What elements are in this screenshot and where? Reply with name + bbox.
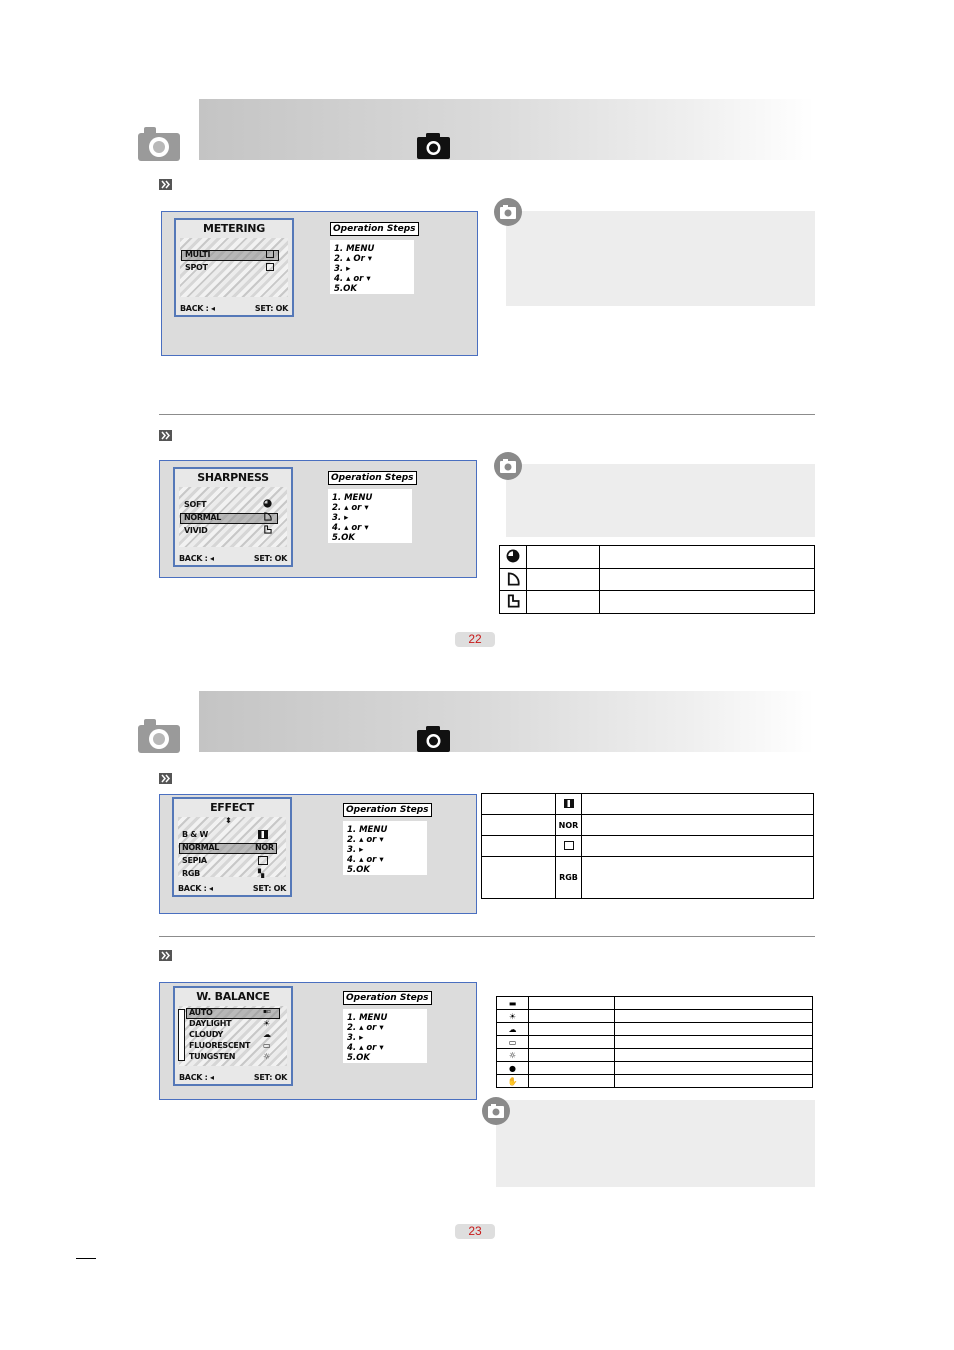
wb-fluorescent-icon: ▭ xyxy=(263,1041,271,1050)
sharpness-normal-icon xyxy=(506,572,520,586)
step-5: 5.OK xyxy=(332,533,355,543)
wb-daylight-icon: ☀ xyxy=(263,1019,270,1028)
lcd-title: SHARPNESS xyxy=(197,471,269,484)
lcd-set-label: SET: OK xyxy=(254,304,288,313)
wbalance-operation-steps xyxy=(343,987,427,1063)
banner-camera-icon xyxy=(417,726,450,752)
lcd-item-normal: NORMAL xyxy=(184,513,222,522)
sharpness-vivid-icon xyxy=(263,525,272,534)
table-cell-icon xyxy=(556,794,582,815)
step-3: 3. ▸ xyxy=(334,264,351,274)
bw-effect-icon xyxy=(564,799,574,808)
section-chevron-icon xyxy=(159,430,172,441)
wb-daylight-icon: ☀ xyxy=(497,1010,529,1023)
normal-effect-icon: NOR xyxy=(556,815,582,836)
lcd-set-label: SET: OK xyxy=(252,884,286,893)
wb-scrollbar xyxy=(178,1009,185,1061)
steps-title: Operation Steps xyxy=(343,803,432,817)
wb-manual-icon: ✋ xyxy=(497,1075,529,1088)
lcd-title: W. BALANCE xyxy=(196,990,270,1003)
step-1: 1. MENU xyxy=(334,244,375,254)
step-3: 3. ▸ xyxy=(347,845,364,855)
lcd-item-rgb: RGB xyxy=(182,869,200,878)
lcd-set-label: SET: OK xyxy=(253,554,287,563)
step-2: 2. ▴ Or ▾ xyxy=(334,254,372,264)
wb-tungsten-icon: ☼ xyxy=(263,1052,270,1061)
scroll-updown-icon: ⬍ xyxy=(225,816,232,825)
lcd-title: EFFECT xyxy=(210,801,254,814)
lcd-back-label: BACK : ◂ xyxy=(180,304,215,313)
banner-camera-icon xyxy=(417,133,450,159)
multi-metering-icon xyxy=(266,250,274,258)
section-chevron-icon xyxy=(159,950,172,961)
rgb-effect-icon: RGB xyxy=(556,857,582,899)
lcd-back-label: BACK : ◂ xyxy=(178,884,213,893)
step-3: 3. ▸ xyxy=(332,513,349,523)
table-cell-icon xyxy=(500,591,527,614)
effect-operation-steps xyxy=(343,799,427,875)
note-camera-icon xyxy=(482,1097,510,1125)
lcd-item-normal: NORMAL xyxy=(182,843,220,852)
normal-effect-icon: NOR xyxy=(255,843,274,852)
metering-panel xyxy=(161,211,478,356)
side-camera-icon xyxy=(138,127,184,161)
wbalance-note xyxy=(496,1100,815,1187)
lcd-item-sepia: SEPIA xyxy=(182,856,207,865)
page-number: 22 xyxy=(455,632,495,647)
step-4: 4. ▴ or ▾ xyxy=(334,274,371,284)
effect-lcd xyxy=(172,797,292,897)
lcd-item-daylight: DAYLIGHT xyxy=(189,1019,232,1028)
step-1: 1. MENU xyxy=(347,1013,388,1023)
metering-note xyxy=(506,211,815,306)
lcd-item-auto: AUTO xyxy=(189,1008,213,1017)
lcd-set-label: SET: OK xyxy=(253,1073,287,1082)
wbalance-panel xyxy=(159,982,477,1100)
sharpness-note xyxy=(506,464,815,537)
step-3: 3. ▸ xyxy=(347,1033,364,1043)
page22-header-banner xyxy=(199,99,814,160)
step-5: 5.OK xyxy=(334,284,357,294)
sharpness-vivid-icon xyxy=(506,594,520,608)
lcd-item-tungsten: TUNGSTEN xyxy=(189,1052,236,1061)
step-4: 4. ▴ or ▾ xyxy=(332,523,369,533)
lcd-back-label: BACK : ◂ xyxy=(179,1073,214,1082)
step-1: 1. MENU xyxy=(347,825,388,835)
wb-auto-icon: ▬ xyxy=(497,997,529,1010)
lcd-item-fluorescent: FLUORESCENT xyxy=(189,1041,251,1050)
section-chevron-icon xyxy=(159,773,172,784)
lcd-item-soft: SOFT xyxy=(184,500,207,509)
step-2: 2. ▴ or ▾ xyxy=(332,503,369,513)
sepia-effect-icon xyxy=(564,841,574,850)
lcd-title: METERING xyxy=(203,222,265,235)
section-divider xyxy=(159,936,815,937)
lcd-item-spot: SPOT xyxy=(185,263,208,272)
sharpness-lcd xyxy=(173,467,293,567)
sepia-effect-icon xyxy=(258,856,268,865)
steps-title: Operation Steps xyxy=(330,222,419,236)
sharpness-normal-icon xyxy=(263,512,272,521)
step-5: 5.OK xyxy=(347,1053,370,1063)
wb-custom-icon: ● xyxy=(497,1062,529,1075)
bw-effect-icon xyxy=(258,830,268,839)
sharpness-operation-steps xyxy=(328,467,412,543)
effect-panel xyxy=(159,794,477,914)
step-4: 4. ▴ or ▾ xyxy=(347,1043,384,1053)
step-4: 4. ▴ or ▾ xyxy=(347,855,384,865)
footer-rule xyxy=(76,1258,96,1259)
section-chevron-icon xyxy=(159,179,172,190)
note-camera-icon xyxy=(494,452,522,480)
side-camera-icon xyxy=(138,719,184,753)
wb-cloudy-icon: ☁ xyxy=(497,1023,529,1036)
metering-operation-steps xyxy=(330,218,414,294)
wb-cloudy-icon: ☁ xyxy=(263,1030,271,1039)
steps-title: Operation Steps xyxy=(343,991,432,1005)
wb-fluorescent-icon: ▭ xyxy=(497,1036,529,1049)
wb-tungsten-icon: ☼ xyxy=(497,1049,529,1062)
section-divider xyxy=(159,414,815,415)
sharpness-panel xyxy=(159,460,477,578)
lcd-item-vivid: VIVID xyxy=(184,526,208,535)
wbalance-table xyxy=(496,996,813,1088)
lcd-item-bw: B & W xyxy=(182,830,208,839)
sharpness-soft-icon xyxy=(263,499,272,508)
wbalance-lcd xyxy=(173,986,293,1086)
lcd-back-label: BACK : ◂ xyxy=(179,554,214,563)
note-camera-icon xyxy=(494,198,522,226)
step-5: 5.OK xyxy=(347,865,370,875)
wb-auto-icon: ▪▫ xyxy=(263,1008,271,1015)
table-cell-icon xyxy=(556,836,582,857)
lcd-item-cloudy: CLOUDY xyxy=(189,1030,224,1039)
step-2: 2. ▴ or ▾ xyxy=(347,835,384,845)
sharpness-soft-icon xyxy=(506,549,520,563)
spot-metering-icon xyxy=(266,263,274,271)
step-2: 2. ▴ or ▾ xyxy=(347,1023,384,1033)
table-cell-icon xyxy=(500,546,527,569)
step-1: 1. MENU xyxy=(332,493,373,503)
page-number: 23 xyxy=(455,1224,495,1239)
steps-title: Operation Steps xyxy=(328,471,417,485)
table-cell-icon xyxy=(500,569,527,591)
page23-header-banner xyxy=(199,691,814,752)
sharpness-table xyxy=(499,545,815,614)
lcd-item-multi: MULTI xyxy=(185,250,211,259)
metering-lcd xyxy=(174,218,294,317)
rgb-effect-icon: ▚ xyxy=(258,869,264,878)
effect-table xyxy=(481,793,814,899)
